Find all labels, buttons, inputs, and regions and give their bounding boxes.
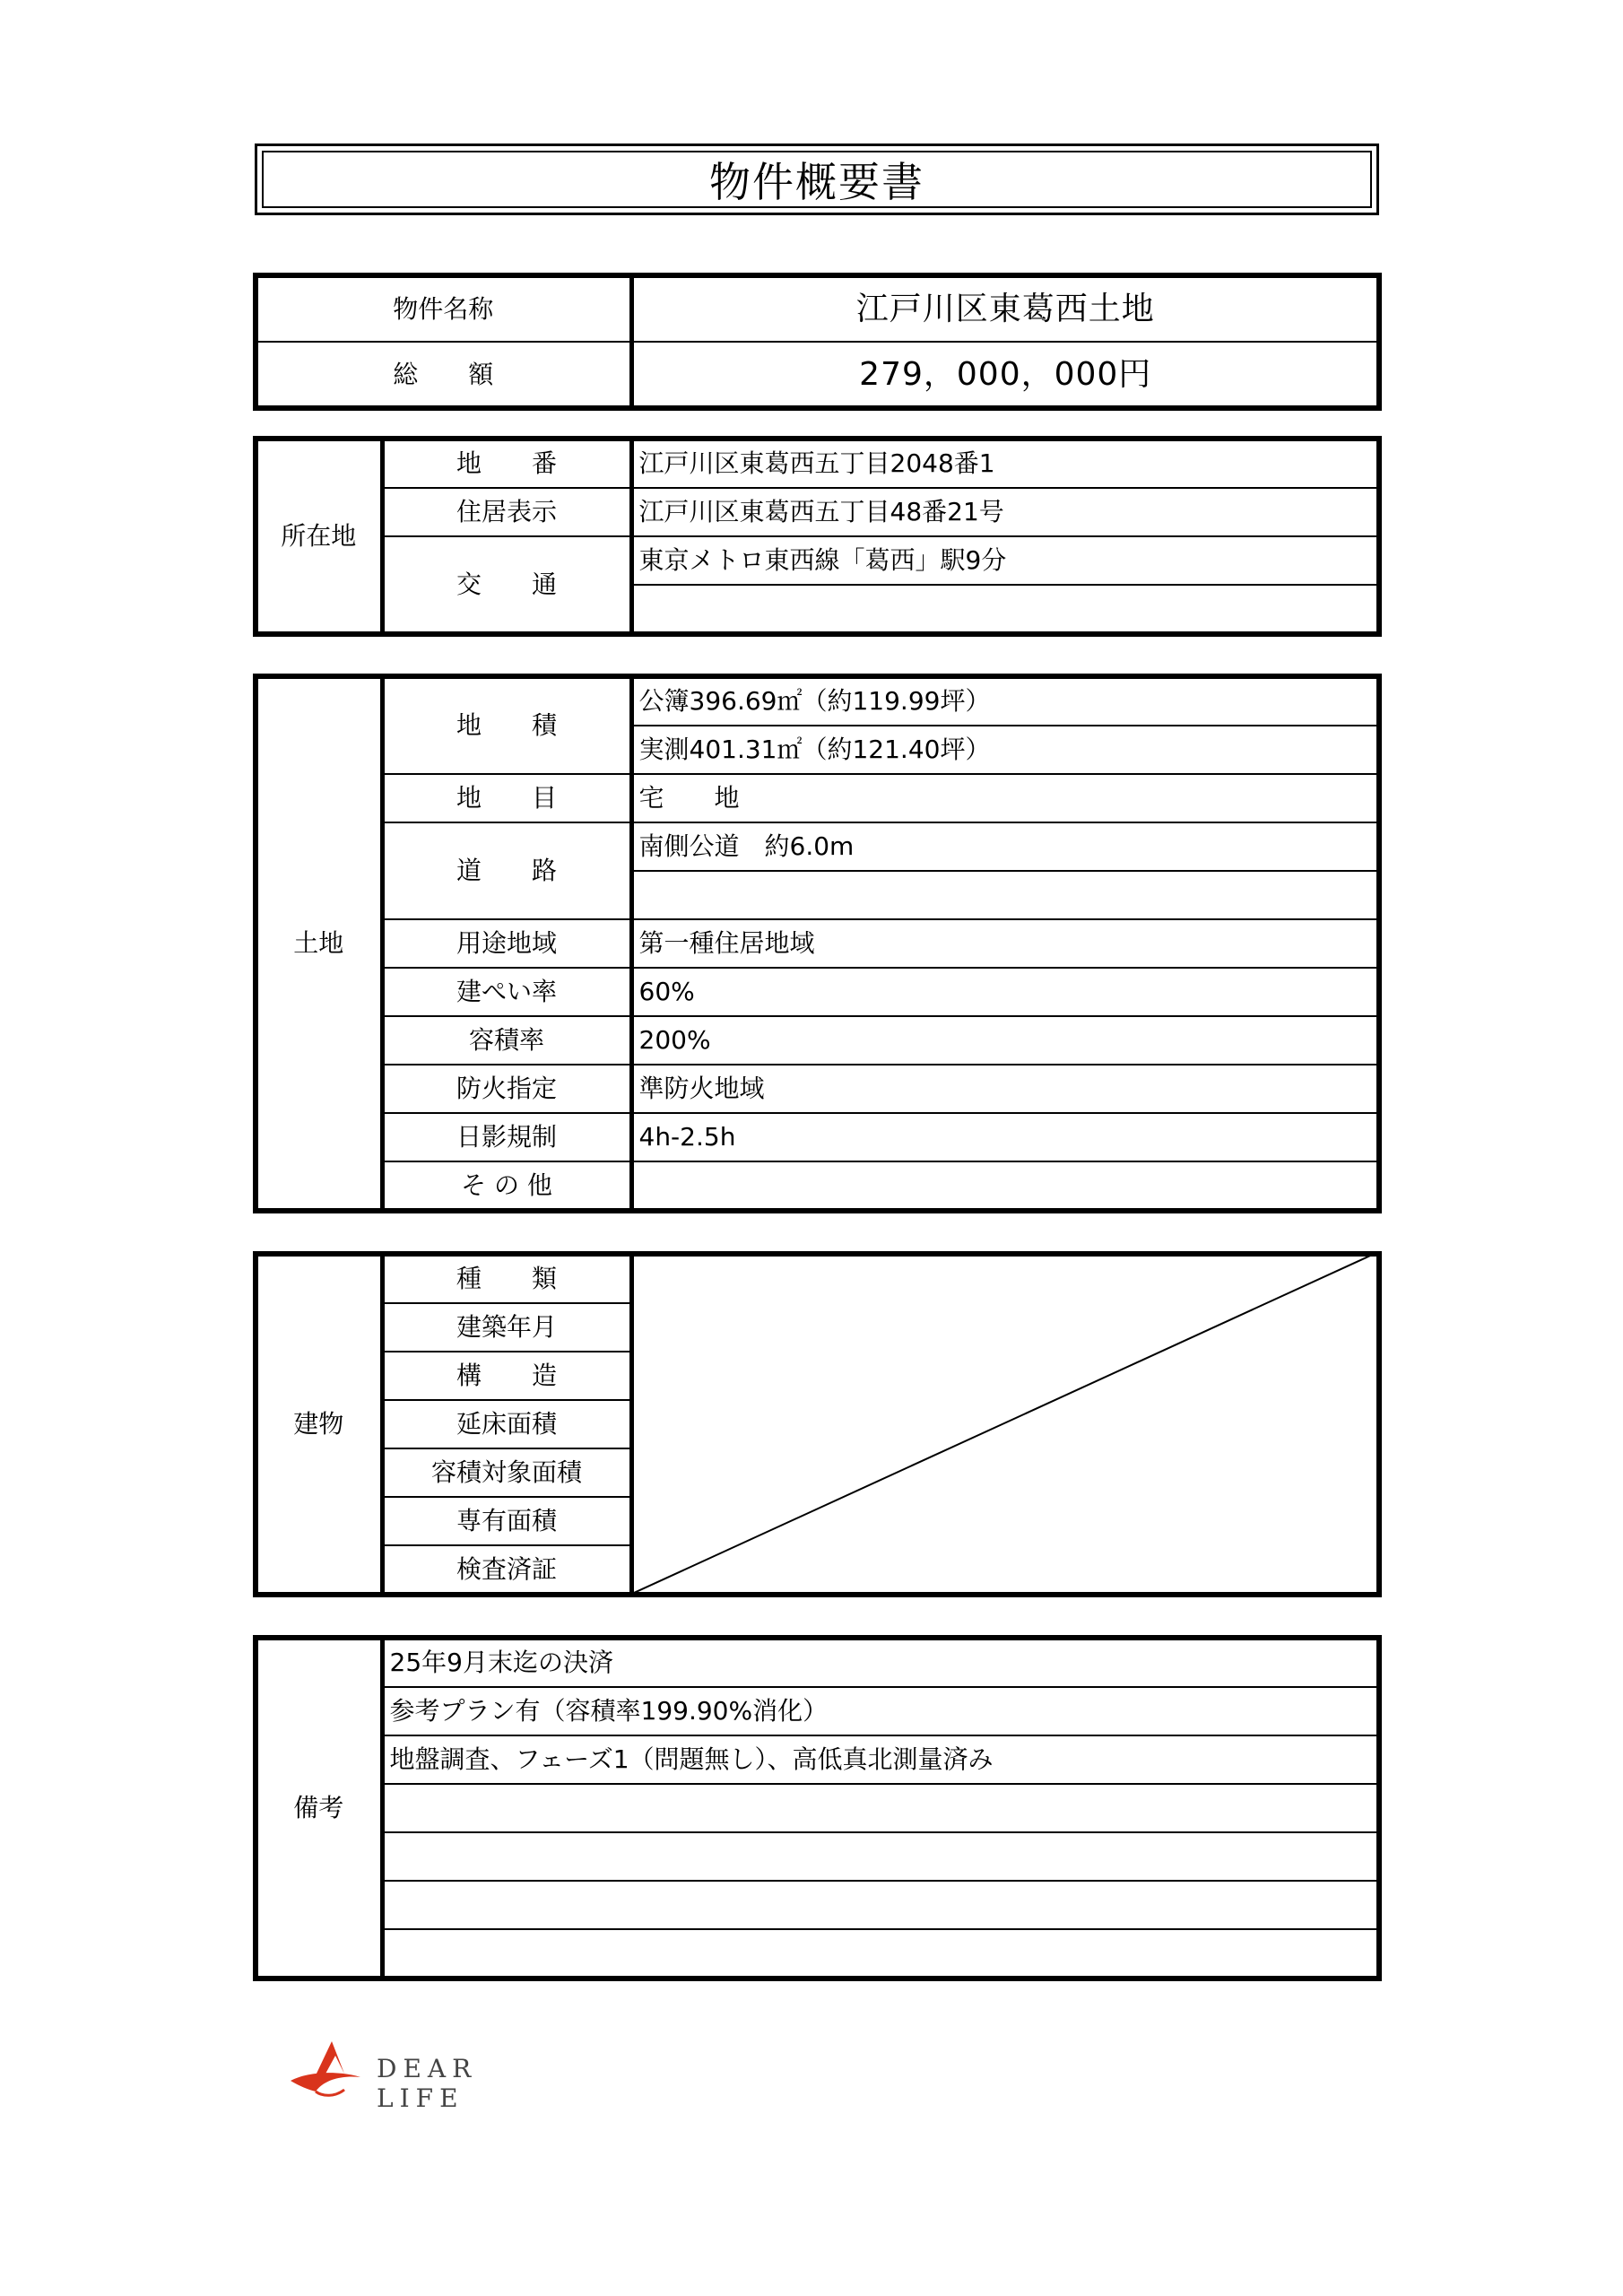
exclusive-area-label: 専有面積	[382, 1497, 631, 1545]
remarks-section: 備考	[256, 1639, 382, 1978]
property-name-label: 物件名称	[256, 276, 631, 342]
road-value-2	[631, 871, 1378, 919]
building-type-label: 種 類	[382, 1255, 631, 1303]
road-label: 道 路	[382, 822, 631, 919]
remark-line	[382, 1929, 1378, 1978]
structure-label: 構 造	[382, 1352, 631, 1400]
far-area-label: 容積対象面積	[382, 1448, 631, 1497]
inspection-label: 検査済証	[382, 1545, 631, 1594]
property-table	[256, 275, 1379, 408]
remarks-table	[256, 1638, 1379, 1979]
price-label: 総 額	[256, 342, 631, 407]
property-name-value: 江戸川区東葛西土地	[631, 276, 1378, 342]
remark-line	[382, 1784, 1378, 1832]
shadow-label: 日影規制	[382, 1113, 631, 1161]
remark-line: 地盤調査、フェーズ1（問題無し）、高低真北測量済み	[382, 1735, 1378, 1784]
zoning-label: 用途地域	[382, 919, 631, 968]
remark-line: 25年9月末迄の決済	[382, 1639, 1378, 1687]
remark-line	[382, 1832, 1378, 1881]
fire-value: 準防火地域	[631, 1065, 1378, 1113]
lot-value: 江戸川区東葛西五丁目2048番1	[631, 439, 1378, 488]
shadow-value: 4h-2.5h	[631, 1113, 1378, 1161]
land-section: 土地	[256, 677, 382, 1210]
document-title: 物件概要書	[262, 151, 1372, 208]
category-value: 宅 地	[631, 774, 1378, 822]
area-registry: 公簿396.69㎡（約119.99坪）	[631, 677, 1378, 726]
diagonal-strike	[634, 1256, 1378, 1593]
remark-line	[382, 1881, 1378, 1929]
zoning-value: 第一種住居地域	[631, 919, 1378, 968]
fire-label: 防火指定	[382, 1065, 631, 1113]
area-label: 地 積	[382, 677, 631, 774]
address-label: 住居表示	[382, 488, 631, 536]
location-section: 所在地	[256, 439, 382, 633]
logo-mark-icon	[289, 2036, 369, 2108]
bcr-value: 60%	[631, 968, 1378, 1016]
title-box	[255, 144, 1379, 215]
price-value: 279，000，000円	[631, 342, 1378, 407]
access-label: 交 通	[382, 536, 631, 633]
building-section: 建物	[256, 1255, 382, 1594]
location-table	[256, 439, 1379, 634]
access-value: 東京メトロ東西線「葛西」駅9分	[631, 536, 1378, 585]
area-survey: 実測401.31㎡（約121.40坪）	[631, 726, 1378, 774]
address-value: 江戸川区東葛西五丁目48番21号	[631, 488, 1378, 536]
logo-text: DEAR LIFE	[377, 2054, 478, 2113]
building-table	[256, 1254, 1379, 1595]
land-table	[256, 676, 1379, 1211]
floor-area-label: 延床面積	[382, 1400, 631, 1448]
lot-label: 地 番	[382, 439, 631, 488]
built-date-label: 建築年月	[382, 1303, 631, 1352]
building-na-cell	[631, 1255, 1378, 1594]
category-label: 地 目	[382, 774, 631, 822]
road-value: 南側公道 約6.0m	[631, 822, 1378, 871]
remark-line: 参考プラン有（容積率199.90%消化）	[382, 1687, 1378, 1735]
other-value	[631, 1161, 1378, 1210]
other-label: そ の 他	[382, 1161, 631, 1210]
company-logo	[289, 2036, 576, 2113]
access-value-2	[631, 585, 1378, 633]
bcr-label: 建ぺい率	[382, 968, 631, 1016]
far-value: 200%	[631, 1016, 1378, 1065]
far-label: 容積率	[382, 1016, 631, 1065]
